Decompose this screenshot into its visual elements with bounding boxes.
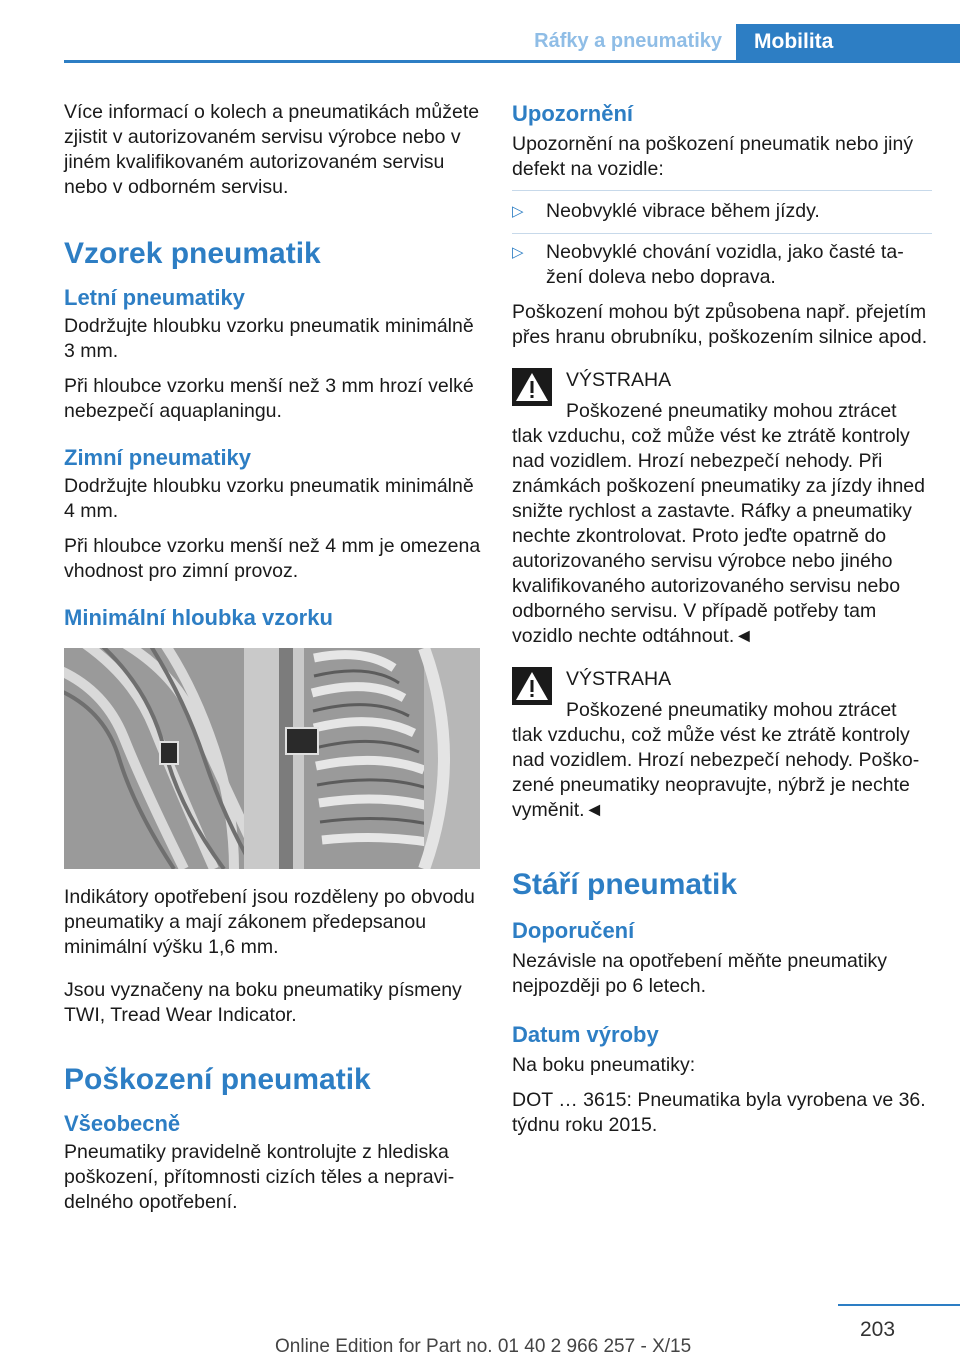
- min-paragraph-1: Indikátory opotřebení jsou rozděleny po obvodu pneumatiky a mají zákonem předepsanou minimální výšku 1,6 mm.: [64, 886, 475, 958]
- winter-paragraph-1: Dodržujte hloubku vzorku pneumatik minimálně 4 mm.: [64, 475, 474, 522]
- right-column: [512, 100, 932, 1148]
- header-section-title: Ráfky a pneumatiky: [534, 30, 722, 52]
- left-column: [64, 100, 484, 1225]
- heading-recommendation: Doporučení: [512, 918, 635, 943]
- warning-triangle-icon: [512, 667, 552, 705]
- header-rule: [64, 60, 960, 63]
- heading-note: Upozornění: [512, 101, 633, 126]
- heading-winter-tires: Zimní pneumatiky: [64, 445, 252, 470]
- date-paragraph-2: DOT … 3615: Pneumatika byla vyrobena ve 36. týdnu roku 2015.: [512, 1089, 926, 1136]
- page-number: 203: [860, 1318, 896, 1341]
- intro-paragraph: Více informací o kolech a pneumatikách můžete zjistit v autorizovaném servisu výrobce nebo v jiném kvalifikovaném autorizovaném servisu nebo v odborném servisu.: [64, 101, 480, 198]
- symptom-list: [512, 199, 932, 290]
- heading-summer-tires: Letní pneumatiky: [64, 285, 245, 310]
- recommend-paragraph: Nezávisle na opotřebení měňte pneumatiky nejpozději po 6 letech.: [512, 950, 888, 997]
- min-paragraph-2: Jsou vyznačeny na boku pneumatiky písmeny TWI, Tread Wear Indicator.: [64, 979, 462, 1026]
- heading-general: Všeobecně: [64, 1111, 181, 1136]
- warning-text: Poškozené pneumatiky mohou ztrácet tlak vzduchu, což může vést ke ztrátě kontroly nad vozidlem. Hrozí nebezpečí nehody. Poškozené pneumatiky neopravujte, nýbrž je nechte vyměnit.◄: [512, 699, 920, 821]
- general-paragraph: Pneumatiky pravidelně kontrolujte z hlediska poškození, přítomnosti cizích těles a nepravidelného opotřebení.: [64, 1141, 455, 1213]
- date-paragraph-1: Na boku pneumatiky:: [512, 1054, 696, 1076]
- heading-tread: Vzorek pneumatik: [64, 237, 321, 270]
- list-item: [512, 199, 932, 224]
- list-item-text: Neobvyklé vibrace během jízdy.: [546, 200, 820, 222]
- footer-edition: Online Edition for Part no. 01 40 2 966 257 - X/15: [275, 1336, 692, 1357]
- heading-manufacture-date: Datum výroby: [512, 1022, 659, 1047]
- note-paragraph-1: Upozornění na poškození pneumatik nebo jiný defekt na vozidle:: [512, 133, 914, 180]
- warning-triangle-icon: [512, 368, 552, 406]
- warning-box-1: [512, 366, 932, 649]
- list-divider: [512, 190, 932, 191]
- footer-rule: [838, 1304, 960, 1306]
- heading-tire-age: Stáří pneumatik: [512, 868, 738, 901]
- list-item-text: Neobvyklé chování vozidla, jako časté tažení doleva nebo doprava.: [546, 241, 904, 288]
- tire-tread-photo: [64, 648, 480, 869]
- heading-tire-damage: Poškození pneumatik: [64, 1063, 371, 1096]
- heading-min-tread-depth: Minimální hloubka vzorku: [64, 605, 333, 630]
- triangle-right-icon: ▷: [512, 203, 524, 220]
- warning-title: VÝSTRAHA: [566, 668, 672, 690]
- summer-paragraph-2: Při hloubce vzorku menší než 3 mm hrozí velké nebezpečí aquaplaningu.: [64, 375, 474, 422]
- warning-text: Poškozené pneumatiky mohou ztrácet tlak vzduchu, což může vést ke ztrátě kontroly nad vozidlem. Hrozí nebezpečí nehody. Při známkách poškození pneumatiky za jízdy ihned snižte rychlost a zastavte. Ráfky a pneumatiky nechte zkontrolovat. Proto jeďte opatrně do autorizovaného servisu výrobce nebo jiného kvalifikovaného autorizovaného servisu nebo odborného servisu. V případě potřeby tam vozidlo nechte odtáhnout.◄: [512, 400, 925, 647]
- summer-paragraph-1: Dodržujte hloubku vzorku pneumatik minimálně 3 mm.: [64, 315, 474, 362]
- warning-title: VÝSTRAHA: [566, 369, 672, 391]
- note-paragraph-2: Poškození mohou být způsobena např. přejetím přes hranu obrubníku, poškozením silnice apod.: [512, 301, 928, 348]
- warning-box-2: [512, 665, 932, 823]
- winter-paragraph-2: Při hloubce vzorku menší než 4 mm je omezena vhodnost pro zimní provoz.: [64, 535, 481, 582]
- header-tab-mobilita: [736, 24, 960, 62]
- triangle-right-icon: ▷: [512, 244, 524, 261]
- header-tab-label: Mobilita: [754, 30, 834, 53]
- list-item: [512, 233, 932, 290]
